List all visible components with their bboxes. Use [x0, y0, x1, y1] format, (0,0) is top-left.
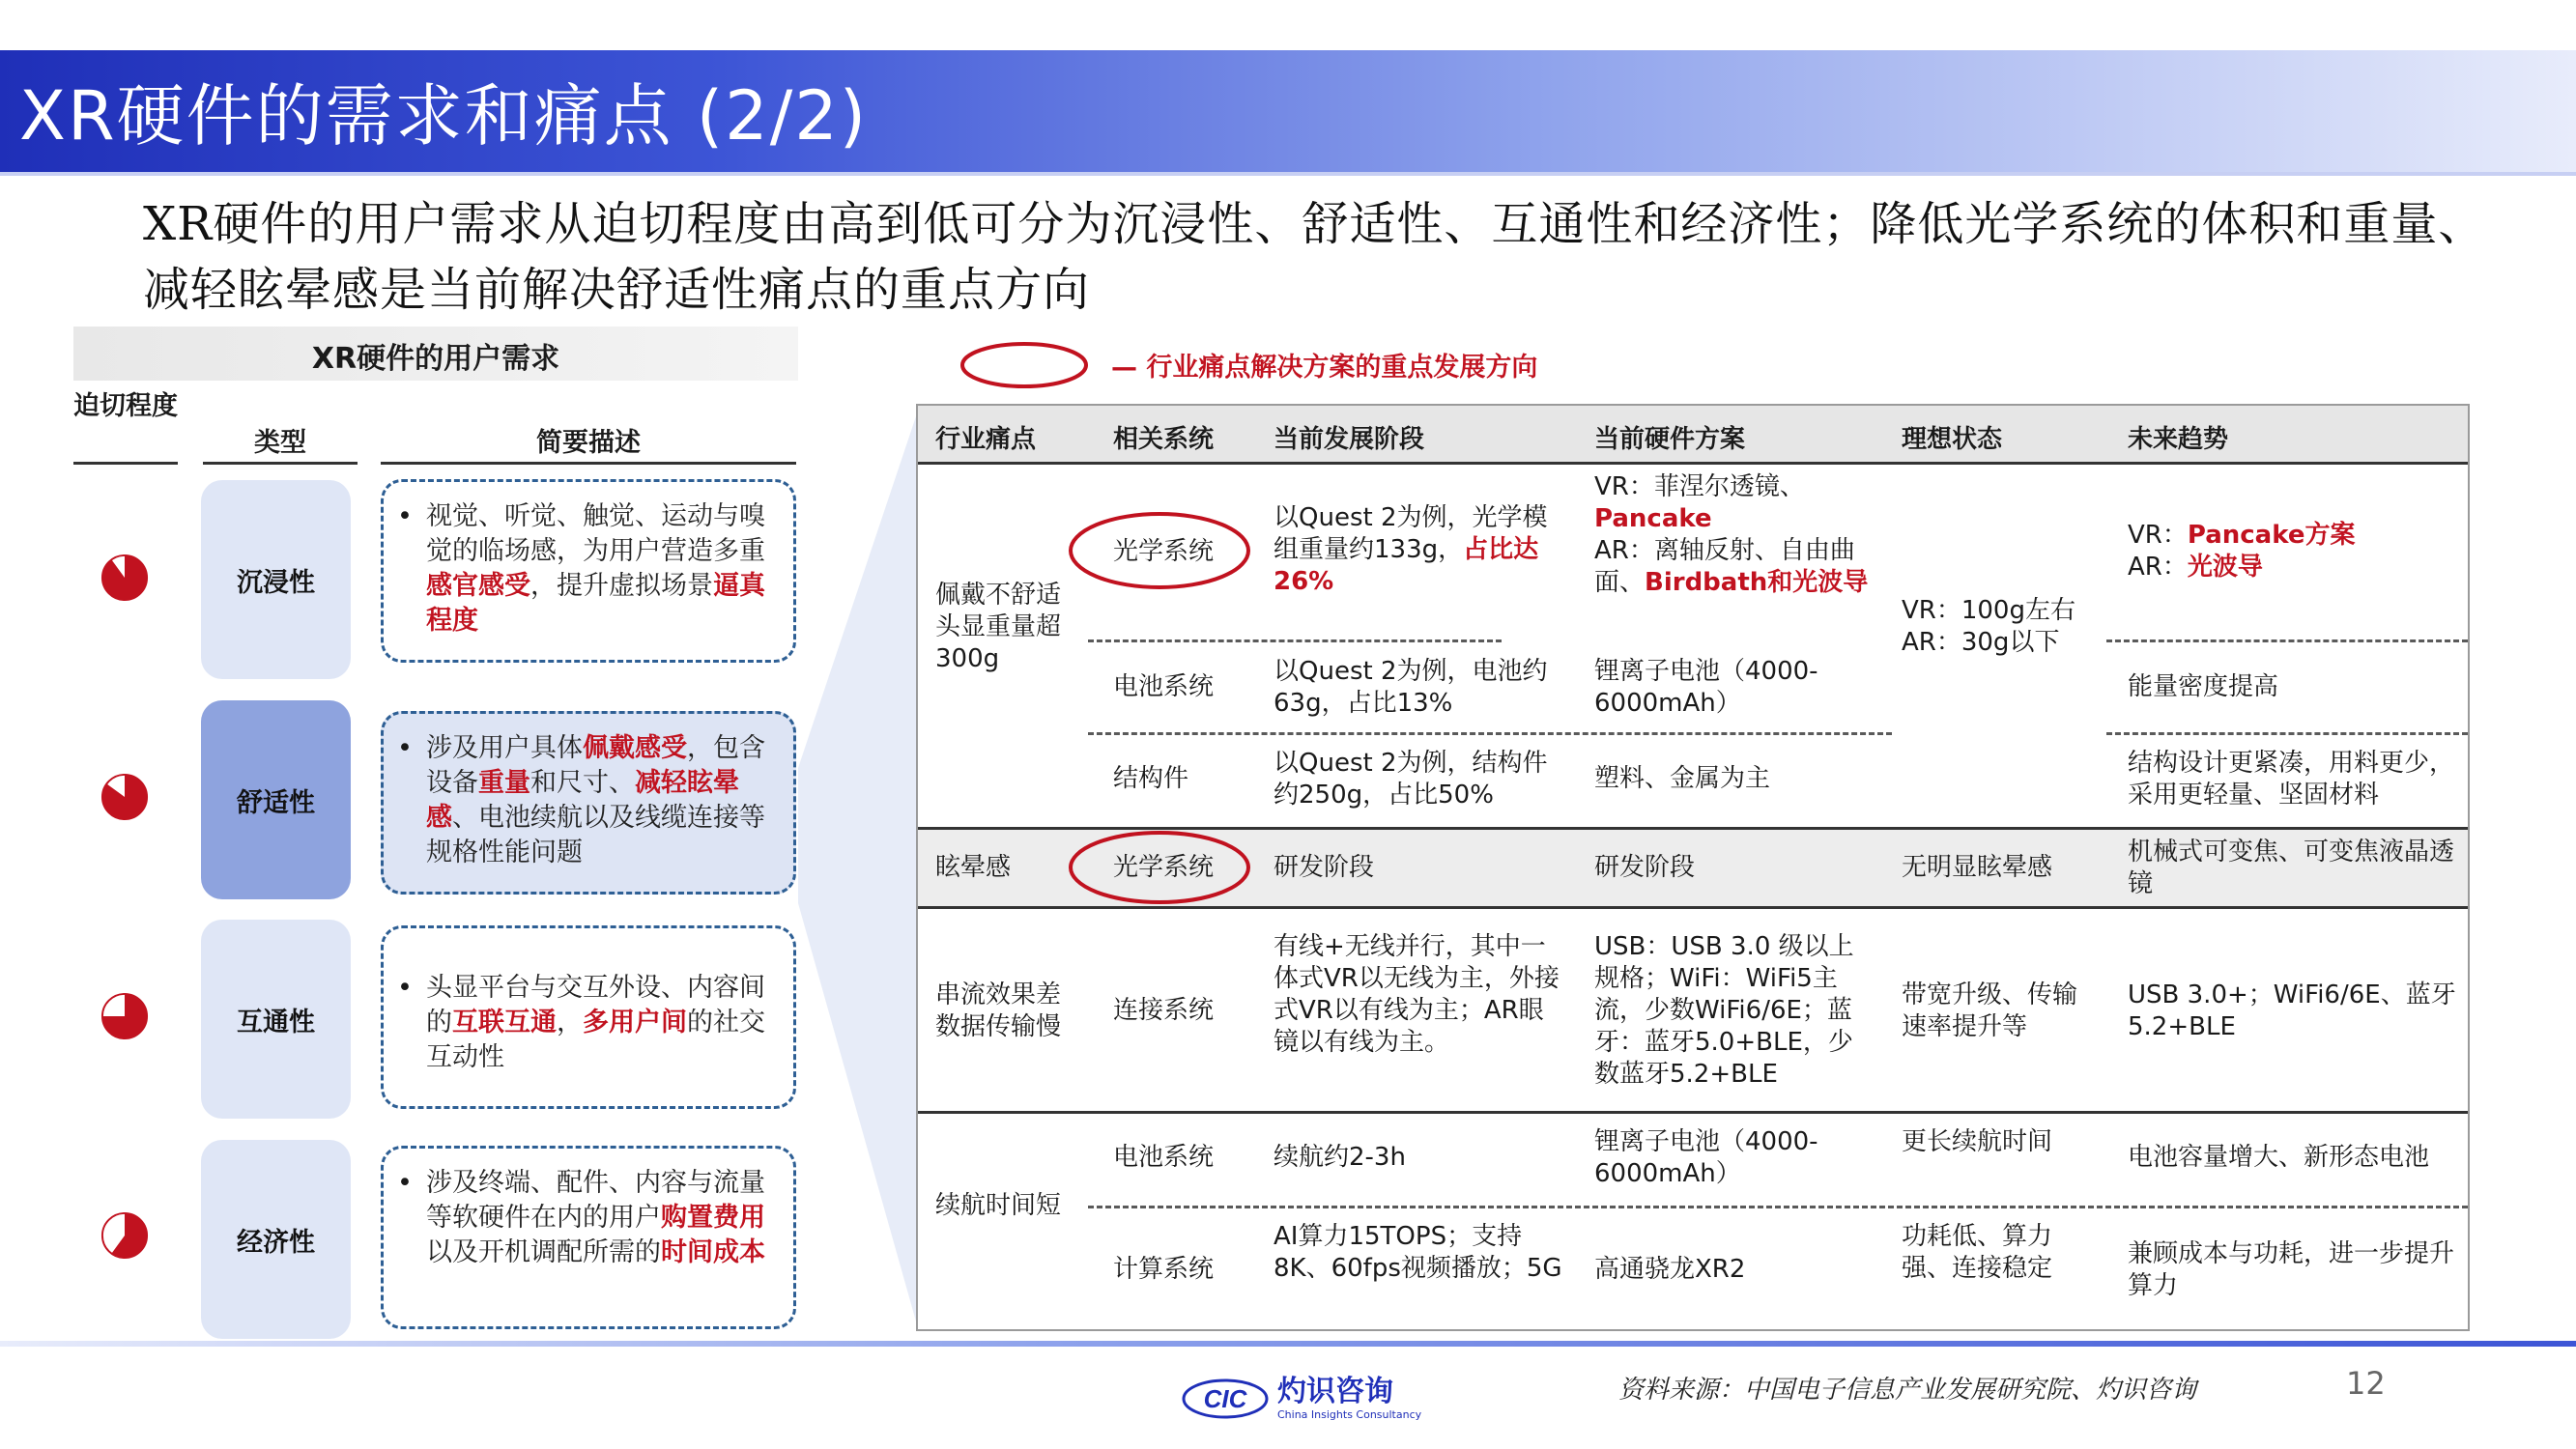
desc-segment: 视觉、听觉、触觉、运动与嗅觉的临场感，为用户营造多重: [426, 501, 765, 566]
desc-comfort-text: [426, 731, 780, 870]
desc-highlight: 互联互通: [452, 1008, 557, 1037]
r6-ideal: 更长续航时间: [1902, 1127, 2053, 1156]
urgency-pie-comfort: [100, 773, 149, 821]
desc-segment: 的社交互动性: [426, 1008, 765, 1072]
r7-hardware: 高通骁龙XR2: [1594, 1255, 1746, 1284]
row-divider: [2106, 639, 2468, 642]
legend-text: — 行业痛点解决方案的重点发展方向: [1111, 353, 1538, 383]
type-economy-label: 经济性: [237, 1227, 315, 1258]
desc-economy-text: [426, 1166, 780, 1270]
type-column-header: 类型: [254, 428, 306, 458]
type-comfort-label: 舒适性: [237, 787, 315, 818]
th-hardware: 当前硬件方案: [1594, 425, 1746, 454]
th-trend: 未来趋势: [2128, 425, 2229, 454]
r1-stage: [1274, 502, 1563, 598]
row-divider: [1088, 1206, 2468, 1208]
description-column-header: 简要描述: [536, 428, 641, 458]
r5-system: 连接系统: [1113, 996, 1215, 1025]
r1-stage-highlight: 占比达26%: [1274, 535, 1539, 596]
title-bar-underline: [0, 172, 2576, 176]
r7-trend: 兼顾成本与功耗，进一步提升算力: [2128, 1239, 2455, 1300]
cic-logo-en: China Insights Consultancy: [1277, 1408, 1422, 1421]
urgency-pie-immersion: [100, 554, 149, 602]
r5-ideal: 带宽升级、传输速率提升等: [1902, 980, 2078, 1041]
type-immersion: [201, 480, 351, 679]
legend-circle-icon: [957, 336, 1092, 394]
desc-highlight: 减轻眩晕感: [426, 768, 739, 833]
cic-logo: [1181, 1372, 1465, 1426]
desc-highlight: 感官感受: [426, 571, 530, 601]
r3-trend: 结构设计更紧凑，用料更少，采用更轻量、坚固材料: [2128, 749, 2455, 810]
desc-segment: 涉及终端、配件、内容与流量等软硬件在内的用户: [426, 1168, 765, 1233]
group-divider: [918, 1111, 2468, 1114]
type-interop-label: 互通性: [237, 1007, 315, 1037]
desc-highlight: 时间成本: [661, 1237, 765, 1267]
r7-ideal: 功耗低、算力强、连接稳定: [1902, 1222, 2053, 1283]
th-stage: 当前发展阶段: [1274, 425, 1425, 454]
r7-system: 计算系统: [1113, 1255, 1215, 1284]
desc-segment: 以及开机调配所需的: [426, 1237, 661, 1267]
pain-dizziness: 眩晕感: [935, 853, 1012, 882]
r1-hardware: [1594, 471, 1875, 599]
r1-trend-vr: VR：: [2128, 521, 2188, 550]
desc-segment: 头显平台与交互外设、内容间的: [426, 973, 765, 1037]
desc-segment: ，提升虚拟场景: [530, 571, 713, 601]
description-header-rule: [381, 462, 796, 465]
r1-stage-text: 以Quest 2为例，光学模组重量约133g，: [1274, 503, 1548, 564]
r4-stage: 研发阶段: [1274, 853, 1375, 882]
desc-segment: 和尺寸、: [530, 768, 635, 798]
cic-logo-cn: 灼识咨询: [1277, 1375, 1393, 1408]
desc-economy: • 涉及终端、配件、内容与流量等软硬件在内的用户购置费用以及开机调配所需的时间成本: [381, 1146, 796, 1329]
type-header-rule: [203, 462, 358, 465]
desc-segment: 、电池续航以及线缆连接等规格性能问题: [426, 803, 765, 867]
urgency-column-header: 迫切程度: [73, 391, 178, 421]
th-ideal: 理想状态: [1902, 425, 2003, 454]
r1-trend-ar: AR：: [2128, 553, 2188, 582]
r5-hardware: USB：USB 3.0 级以上规格；WiFi：WiFi5主流，少数WiFi6/6E；蓝牙：蓝牙5.0+BLE，少数蓝牙5.2+BLE: [1594, 932, 1854, 1089]
r1-system: 光学系统: [1113, 537, 1215, 566]
r4-system: 光学系统: [1113, 853, 1215, 882]
desc-immersion: • 视觉、听觉、触觉、运动与嗅觉的临场感，为用户营造多重感官感受，提升虚拟场景逼真程度: [381, 479, 796, 663]
r1-hw-ar: AR：离轴反射、自由曲面、: [1594, 536, 1855, 597]
desc-interop-text: [426, 971, 780, 1075]
r1-trend-pancake: Pancake方案: [2187, 521, 2356, 550]
urgency-header-rule: [73, 462, 178, 465]
desc-immersion-text: [426, 499, 780, 639]
pain-streaming: 串流效果差数据传输慢: [935, 980, 1062, 1041]
pain-battery-life: 续航时间短: [935, 1191, 1062, 1220]
r1-trend-waveguide: 光波导: [2187, 553, 2263, 582]
r4-ideal: 无明显眩晕感: [1902, 853, 2053, 882]
page-subtitle: XR硬件的用户需求从迫切程度由高到低可分为沉浸性、舒适性、互通性和经济性；降低光学系统的体积和重量、减轻眩晕感是当前解决舒适性痛点的重点方向: [143, 197, 2486, 317]
desc-comfort: • 涉及用户具体佩戴感受，包含设备重量和尺寸、减轻眩晕感、电池续航以及线缆连接等规格性能问题: [381, 711, 796, 895]
th-pain-point: 行业痛点: [935, 425, 1037, 454]
needs-header: XR硬件的用户需求: [311, 342, 560, 376]
cic-logo-mark-icon: [1181, 1375, 1270, 1423]
source-note: 资料来源：中国电子信息产业发展研究院、灼识咨询: [1618, 1376, 2197, 1405]
r3-system: 结构件: [1113, 764, 1189, 793]
type-economy: [201, 1140, 351, 1339]
row-divider: [1088, 639, 1502, 642]
footer-line: [0, 1341, 2576, 1347]
r5-stage: 有线+无线并行，其中一体式VR以无线为主，外接式VR以有线为主；AR眼镜以有线为主。: [1274, 932, 1560, 1057]
desc-segment: 涉及用户具体: [426, 733, 583, 763]
row-divider: [1088, 732, 1892, 735]
r4-trend: 机械式可变焦、可变焦液晶透镜: [2128, 838, 2455, 898]
ideal-weight: VR：100g左右 AR：30g以下: [1902, 596, 2075, 657]
r3-stage: 以Quest 2为例，结构件约250g，占比50%: [1274, 749, 1548, 810]
r3-hardware: 塑料、金属为主: [1594, 764, 1771, 793]
r5-trend: USB 3.0+；WiFi6/6E、蓝牙5.2+BLE: [2128, 980, 2456, 1041]
desc-segment: ，: [557, 1008, 583, 1037]
r6-stage: 续航约2-3h: [1274, 1143, 1406, 1172]
page-title: XR硬件的需求和痛点 (2/2): [19, 76, 869, 156]
table-header-rule: [918, 462, 2468, 465]
desc-highlight: 重量: [478, 768, 530, 798]
r6-trend: 电池容量增大、新形态电池: [2128, 1143, 2430, 1172]
desc-segment: ，包含设备: [426, 733, 765, 798]
r4-hardware: 研发阶段: [1594, 853, 1696, 882]
connector-fan: [798, 382, 918, 1333]
r7-stage: AI算力15TOPS；支持8K、60fps视频播放；5G: [1274, 1222, 1562, 1283]
type-interop: [201, 920, 351, 1119]
desc-highlight: 购置费用: [661, 1203, 765, 1233]
desc-highlight: 佩戴感受: [583, 733, 687, 763]
desc-interop: • 头显平台与交互外设、内容间的互联互通，多用户间的社交互动性: [381, 925, 796, 1109]
pain-heavy-headset: 佩戴不舒适头显重量超300g: [935, 581, 1062, 673]
r2-hardware: 锂离子电池（4000-6000mAh）: [1594, 657, 1818, 718]
type-comfort: [201, 700, 351, 899]
r1-hw-waveguide: Birdbath和光波导: [1645, 568, 1869, 597]
r2-stage: 以Quest 2为例，电池约63g，占比13%: [1274, 657, 1548, 718]
r6-hardware: 锂离子电池（4000-6000mAh）: [1594, 1127, 1818, 1188]
row-divider: [2106, 732, 2468, 735]
desc-highlight: 逼真程度: [426, 571, 765, 636]
page-number: 12: [2346, 1365, 2386, 1402]
r1-trend: [2128, 520, 2456, 583]
th-system: 相关系统: [1113, 425, 1215, 454]
r2-system: 电池系统: [1113, 672, 1215, 701]
type-immersion-label: 沉浸性: [237, 567, 315, 598]
desc-highlight: 多用户间: [583, 1008, 687, 1037]
urgency-pie-economy: [100, 1211, 149, 1260]
r6-system: 电池系统: [1113, 1143, 1215, 1172]
r1-hw-vr: VR：菲涅尔透镜、: [1594, 472, 1805, 501]
urgency-pie-interop: [100, 992, 149, 1040]
cic-logo-letters: CIC: [1203, 1384, 1247, 1413]
r1-hw-pancake: Pancake: [1594, 504, 1712, 533]
r2-trend: 能量密度提高: [2128, 672, 2279, 701]
